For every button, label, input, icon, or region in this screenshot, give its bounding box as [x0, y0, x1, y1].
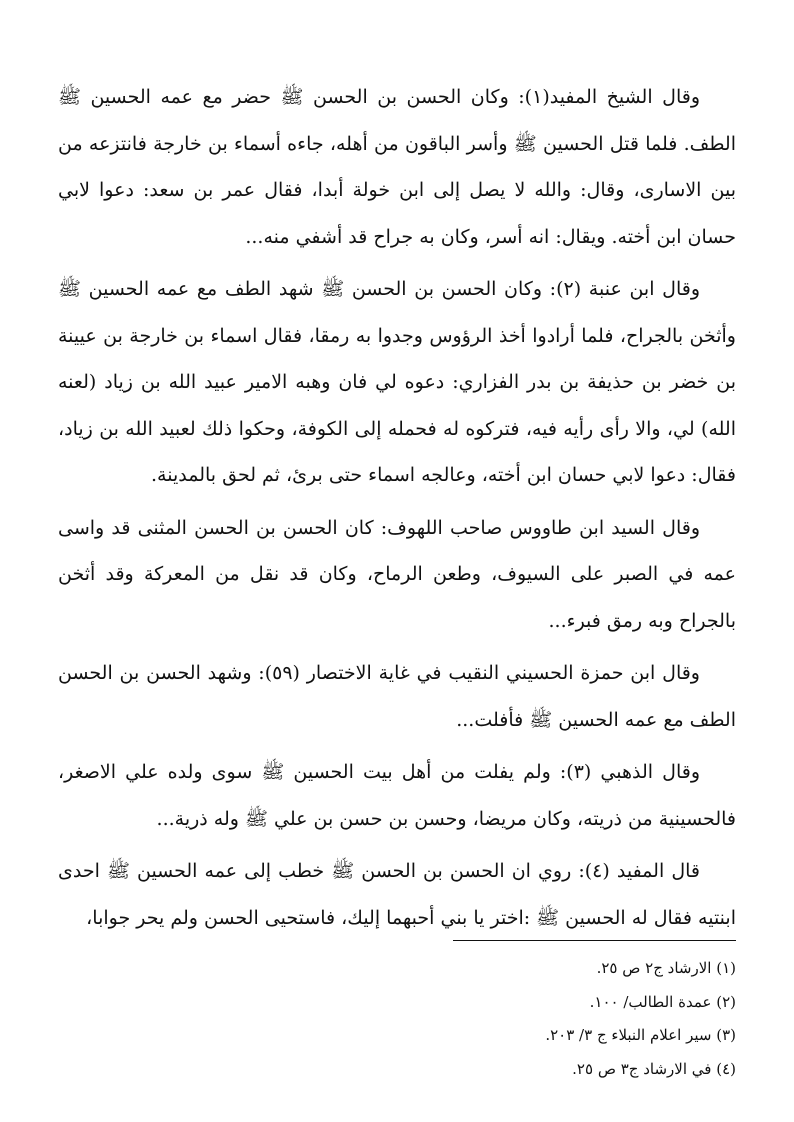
paragraph-mufid-2: قال المفيد (٤): روي ان الحسن بن الحسن ﷺ خطب إلى عمه الحسين ﷺ احدى ابنتيه فقال له الحسين ﷺ :اختر يا بني أحبهما إليك، فاستحيى الحسن ولم يحر جوابا، — [58, 860, 736, 929]
paragraph-dhahabi: وقال الذهبي (٣): ولم يفلت من أهل بيت الحسين ﷺ سوى ولده علي الاصغر، فالحسينية من ذريته، وكان مريضا، وحسن بن حسن بن علي ﷺ وله ذرية... — [58, 761, 736, 830]
paragraph-ibn-anba: وقال ابن عنبة (٢): وكان الحسن بن الحسن ﷺ شهد الطف مع عمه الحسين ﷺ وأثخن بالجراح، فلما أرادوا أخذ الرؤوس وجدوا به رمقا، فقال اسماء بن خارجة بن عيينة بن خضر بن حذيفة بن بدر الفزاري: دعوه لي فان وهبه الامير عبيد الله بن زياد (لعنه الله) لي، والا رأى رأيه فيه، فتركوه له فحمله إلى الكوفة، وحكوا ذلك لعبيد الله بن زياد، فقال: دعوا لابي حسان ابن أخته، وعالجه اسماء حتى برئ، ثم لحق بالمدينة. — [58, 278, 736, 486]
page-body — [58, 74, 736, 947]
footnote-separator — [453, 940, 736, 941]
footnote-1: (١) الارشاد ج٢ ص ٢٥. — [596, 959, 736, 977]
footnote-2: (٢) عمدة الطالب/ ١٠٠. — [589, 992, 736, 1011]
paragraph-mufid: وقال الشيخ المفيد(١): وكان الحسن بن الحسن ﷺ حضر مع عمه الحسين ﷺ الطف. فلما قتل الحسين ﷺ وأسر الباقون من أهله، جاءه أسماء بن خارجة فانتزعه من بين الاسارى، وقال: والله لا يصل إلى ابن خولة أبدا، فقال عمر بن سعد: دعوا لابي حسان ابن أخته. ويقال: انه أسر، وكان به جراح قد أشفي منه... — [58, 86, 736, 248]
footnote-3: (٣) سير اعلام النبلاء ج ٣/ ٢٠٣. — [545, 1026, 736, 1044]
footnotes — [545, 952, 736, 1086]
paragraph-ibn-hamza: وقال ابن حمزة الحسيني النقيب في غاية الاختصار (٥٩): وشهد الحسن بن الحسن الطف مع عمه الحسين ﷺ فأفلت... — [58, 662, 736, 731]
footnote-4: (٤) في الارشاد ج٣ ص ٢٥. — [572, 1059, 736, 1078]
paragraph-ibn-tawus: وقال السيد ابن طاووس صاحب اللهوف: كان الحسن بن الحسن المثنى قد واسى عمه في الصبر على السيوف، وطعن الرماح، وكان قد نقل من المعركة وقد أثخن بالجراح وبه رمق فبرء... — [58, 516, 736, 632]
